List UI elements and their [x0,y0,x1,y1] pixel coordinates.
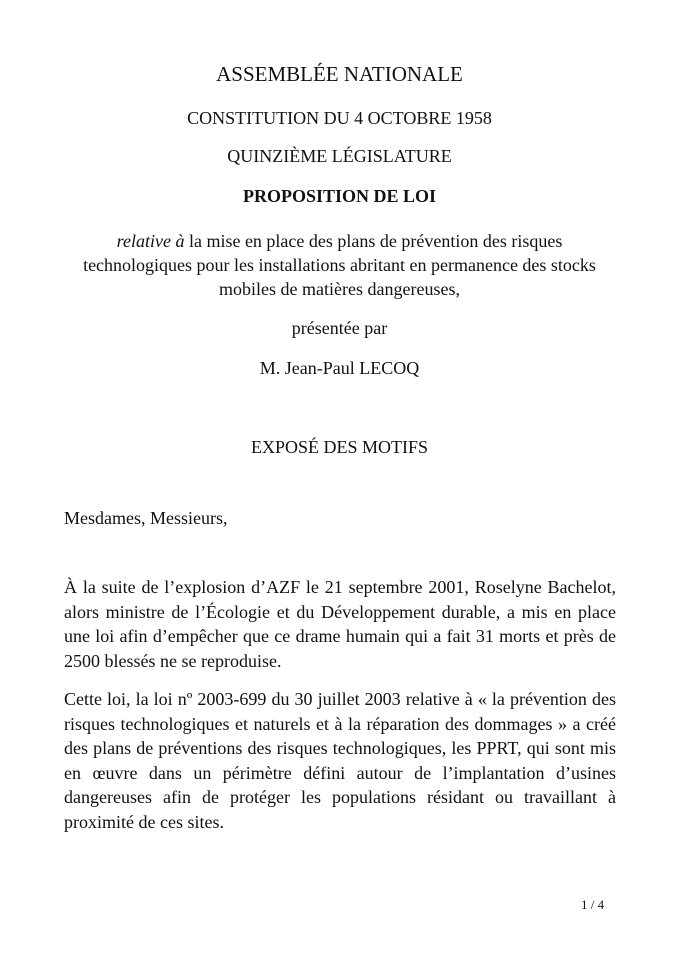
legislature-line: QUINZIÈME LÉGISLATURE [227,146,452,166]
salutation: Mesdames, Messieurs, [64,508,228,528]
paragraph: Cette loi, la loi nº 2003-699 du 30 juillet 2003 relative à « la prévention des risques technologiques et naturels et à la réparation des dommages » a créé des plans de préventions des risques technologiques, les PPRT, qui sont mis en œuvre dans un périmètre défini autour de l’implantation d’usines dangereuses afin de protéger les populations résidant ou travaillant à proximité de ces sites. [64,689,616,832]
author-name: M. Jean-Paul LECOQ [259,358,420,378]
presented-by-label: présentée par [291,318,388,338]
subject-lead: relative à [116,231,185,251]
subject-text: la mise en place des plans de prévention des risques technologiques pour les installations abritant en permanence des stocks mobiles de matières dangereuses, [83,231,596,299]
paragraph: À la suite de l’explosion d’AZF le 21 septembre 2001, Roselyne Bachelot, alors ministre de l’Écologie et du Développement durable, a mis en place une loi afin d’empêcher que ce drame humain qui a fait 31 morts et près de 2500 blessés ne se reproduise. [64,577,616,671]
document-type-title: PROPOSITION DE LOI [242,186,437,206]
section-title: EXPOSÉ DES MOTIFS [250,437,429,457]
page-number: 1 / 4 [581,897,605,912]
assembly-title: ASSEMBLÉE NATIONALE [216,62,463,86]
bill-subject [62,229,617,301]
constitution-line: CONSTITUTION DU 4 OCTOBRE 1958 [187,108,492,128]
